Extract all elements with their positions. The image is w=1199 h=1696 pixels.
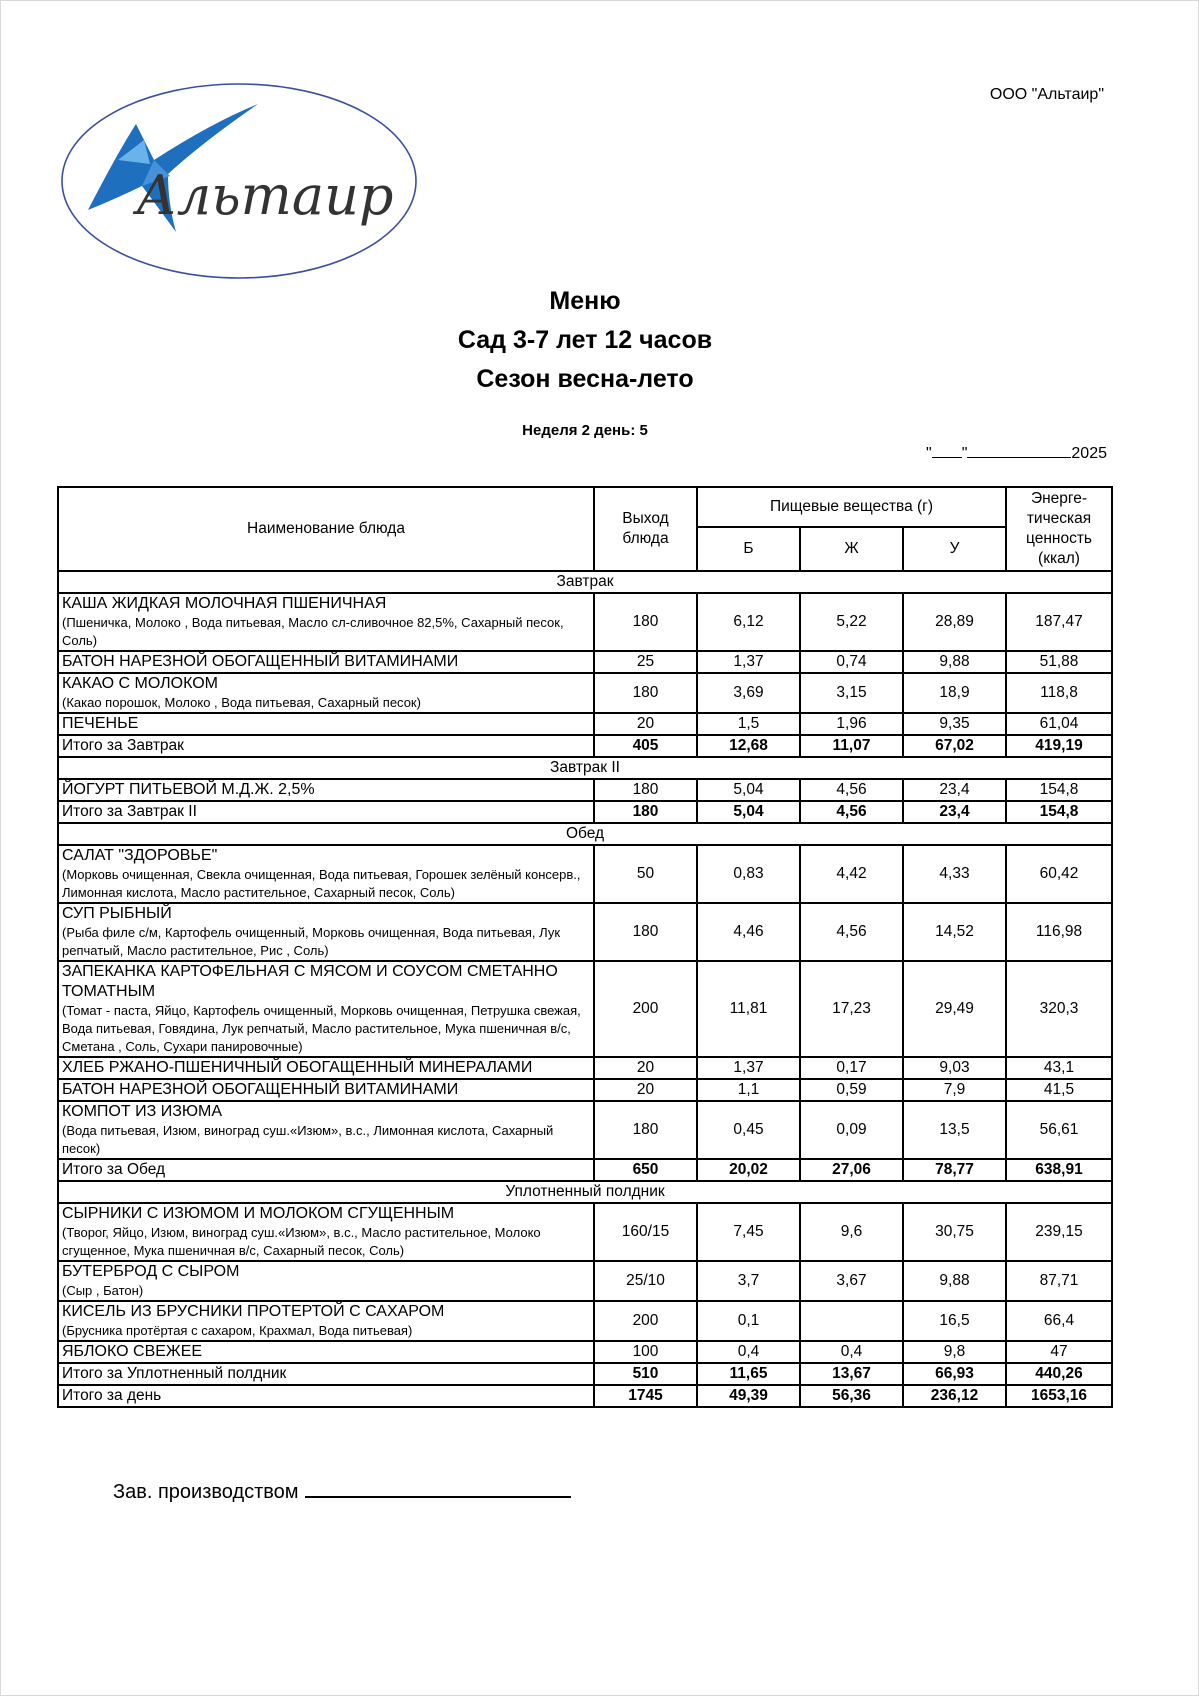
fat-cell: 4,56 [800,903,903,961]
section-header-row [58,757,1112,779]
fat-cell: 4,56 [800,801,903,823]
energy-cell: 60,42 [1006,845,1112,903]
fat-cell: 0,17 [800,1057,903,1079]
protein-cell: 20,02 [697,1159,800,1181]
dish-ingredients: (Томат - паста, Яйцо, Картофель очищенный, Морковь очищенная, Петрушка свежая, Вода питьевая, Говядина, Лук репчатый, Масло растительное, Мука пшеничная в/с, Сметана , Соль, Сухари панировочные) [62,1003,581,1054]
menu-table [57,486,1113,1408]
carbs-cell: 28,89 [903,593,1006,651]
protein-cell: 5,04 [697,779,800,801]
header-yield [594,487,697,571]
header-energy [1006,487,1112,571]
protein-cell: 11,81 [697,961,800,1057]
title-line-3: Сезон весна-лето [476,365,694,393]
yield-cell: 405 [594,735,697,757]
energy-cell: 43,1 [1006,1057,1112,1079]
energy-cell: 66,4 [1006,1301,1112,1341]
section-title: Обед [58,823,1112,845]
yield-cell: 20 [594,1079,697,1101]
header-yield-l2: блюда [622,530,669,547]
fat-cell: 0,59 [800,1079,903,1101]
company-logo [58,82,418,282]
dish-cell [58,961,594,1057]
dish-name: БАТОН НАРЕЗНОЙ ОБОГАЩЕННЫЙ ВИТАМИНАМИ [62,653,459,670]
header-energy-l4: (ккал) [1038,550,1080,567]
total-label: Итого за Завтрак [58,735,594,757]
carbs-cell: 9,88 [903,651,1006,673]
carbs-cell: 67,02 [903,735,1006,757]
signature-block [113,1478,571,1504]
carbs-cell: 66,93 [903,1363,1006,1385]
date-quote-close: " [961,445,968,462]
fat-cell: 17,23 [800,961,903,1057]
yield-cell: 200 [594,961,697,1057]
fat-cell: 4,42 [800,845,903,903]
dish-cell [58,1057,594,1079]
yield-cell: 180 [594,903,697,961]
carbs-cell: 9,8 [903,1341,1006,1363]
fat-cell: 11,07 [800,735,903,757]
yield-cell: 180 [594,779,697,801]
signature-line [305,1478,571,1498]
fat-cell: 0,4 [800,1341,903,1363]
fat-cell: 4,56 [800,779,903,801]
dish-row [58,779,1112,801]
fat-cell: 1,96 [800,713,903,735]
energy-cell: 419,19 [1006,735,1112,757]
dish-ingredients: (Морковь очищенная, Свекла очищенная, Вода питьевая, Горошек зелёный консерв., Лимонная кислота, Масло растительное, Сахарный песок, Соль) [62,867,581,900]
carbs-cell: 14,52 [903,903,1006,961]
section-header-row [58,571,1112,593]
energy-cell: 154,8 [1006,801,1112,823]
protein-cell: 11,65 [697,1363,800,1385]
dish-name: ЗАПЕКАНКА КАРТОФЕЛЬНАЯ С МЯСОМ И СОУСОМ СМЕТАННО ТОМАТНЫМ [62,963,558,1000]
carbs-cell: 78,77 [903,1159,1006,1181]
carbs-cell: 9,03 [903,1057,1006,1079]
section-total-row [58,735,1112,757]
dish-row [58,673,1112,713]
carbs-cell: 236,12 [903,1385,1006,1407]
carbs-cell: 18,9 [903,673,1006,713]
protein-cell: 0,45 [697,1101,800,1159]
dish-row [58,651,1112,673]
protein-cell: 3,7 [697,1261,800,1301]
protein-cell: 0,1 [697,1301,800,1341]
total-label: Итого за Завтрак II [58,801,594,823]
yield-cell: 20 [594,713,697,735]
section-header-row [58,823,1112,845]
dish-name: СЫРНИКИ С ИЗЮМОМ И МОЛОКОМ СГУЩЕННЫМ [62,1205,455,1222]
dish-row [58,1261,1112,1301]
protein-cell: 1,37 [697,651,800,673]
energy-cell: 187,47 [1006,593,1112,651]
section-total-row [58,1159,1112,1181]
dish-row [58,903,1112,961]
dish-cell [58,673,594,713]
yield-cell: 50 [594,845,697,903]
dish-row [58,961,1112,1057]
dish-name: СУП РЫБНЫЙ [62,905,172,922]
dish-ingredients: (Пшеничка, Молоко , Вода питьевая, Масло сл-сливочное 82,5%, Сахарный песок, Соль) [62,615,564,648]
carbs-cell: 9,88 [903,1261,1006,1301]
dish-name: САЛАТ "ЗДОРОВЬЕ" [62,847,218,864]
header-yield-l1: Выход [622,510,669,527]
dish-row [58,713,1112,735]
header-energy-l3: ценность [1026,530,1092,547]
yield-cell: 180 [594,1101,697,1159]
total-label: Итого за Уплотненный полдник [58,1363,594,1385]
dish-name: ПЕЧЕНЬЕ [62,715,139,732]
carbs-cell: 30,75 [903,1203,1006,1261]
energy-cell: 41,5 [1006,1079,1112,1101]
dish-name: ЙОГУРТ ПИТЬЕВОЙ М.Д.Ж. 2,5% [62,781,315,798]
carbs-cell: 7,9 [903,1079,1006,1101]
header-nutrients: Пищевые вещества (г) [697,487,1006,527]
dish-name: ЯБЛОКО СВЕЖЕЕ [62,1343,203,1360]
energy-cell: 47 [1006,1341,1112,1363]
dish-cell [58,1101,594,1159]
dish-cell [58,651,594,673]
energy-cell: 440,26 [1006,1363,1112,1385]
dish-name: БУТЕРБРОД С СЫРОМ [62,1263,240,1280]
day-total-label: Итого за день [58,1385,594,1407]
energy-cell: 1653,16 [1006,1385,1112,1407]
fat-cell: 9,6 [800,1203,903,1261]
dish-name: КОМПОТ ИЗ ИЗЮМА [62,1103,223,1120]
fat-cell: 5,22 [800,593,903,651]
fat-cell: 0,09 [800,1101,903,1159]
dish-cell [58,779,594,801]
logo-text: Альтаир [136,164,394,227]
header-dish-name: Наименование блюда [58,487,594,571]
energy-cell: 61,04 [1006,713,1112,735]
protein-cell: 1,37 [697,1057,800,1079]
fat-cell: 56,36 [800,1385,903,1407]
protein-cell: 12,68 [697,735,800,757]
dish-row [58,1203,1112,1261]
carbs-cell: 23,4 [903,801,1006,823]
dish-cell [58,845,594,903]
protein-cell: 49,39 [697,1385,800,1407]
protein-cell: 4,46 [697,903,800,961]
yield-cell: 510 [594,1363,697,1385]
header-fat: Ж [800,527,903,571]
dish-ingredients: (Вода питьевая, Изюм, виноград суш.«Изюм», в.с., Лимонная кислота, Сахарный песок) [62,1123,554,1156]
dish-name: КИСЕЛЬ ИЗ БРУСНИКИ ПРОТЕРТОЙ С САХАРОМ [62,1303,445,1320]
protein-cell: 1,1 [697,1079,800,1101]
fat-cell: 13,67 [800,1363,903,1385]
yield-cell: 180 [594,673,697,713]
dish-name: ХЛЕБ РЖАНО-ПШЕНИЧНЫЙ ОБОГАЩЕННЫЙ МИНЕРАЛАМИ [62,1059,533,1076]
section-title: Завтрак II [58,757,1112,779]
energy-cell: 239,15 [1006,1203,1112,1261]
energy-cell: 320,3 [1006,961,1112,1057]
dish-cell [58,1301,594,1341]
section-title: Уплотненный полдник [58,1181,1112,1203]
carbs-cell: 29,49 [903,961,1006,1057]
header-protein: Б [697,527,800,571]
protein-cell: 0,4 [697,1341,800,1363]
total-label: Итого за Обед [58,1159,594,1181]
week-day-label: Неделя 2 день: 5 [522,422,648,439]
carbs-cell: 16,5 [903,1301,1006,1341]
dish-ingredients: (Рыба филе с/м, Картофель очищенный, Морковь очищенная, Вода питьевая, Лук репчатый, Масло растительное, Рис , Соль) [62,925,561,958]
yield-cell: 180 [594,801,697,823]
protein-cell: 6,12 [697,593,800,651]
fat-cell: 27,06 [800,1159,903,1181]
date-line [926,443,1107,463]
protein-cell: 0,83 [697,845,800,903]
fat-cell: 3,67 [800,1261,903,1301]
dish-name: КАША ЖИДКАЯ МОЛОЧНАЯ ПШЕНИЧНАЯ [62,595,387,612]
yield-cell: 650 [594,1159,697,1181]
dish-ingredients: (Творог, Яйцо, Изюм, виноград суш.«Изюм», в.с., Масло растительное, Молоко сгущенное, Мука пшеничная в/с, Сахарный песок, Соль) [62,1225,541,1258]
yield-cell: 100 [594,1341,697,1363]
yield-cell: 25 [594,651,697,673]
dish-row [58,1079,1112,1101]
title-line-2: Сад 3-7 лет 12 часов [457,326,713,354]
day-total-row [58,1385,1112,1407]
energy-cell: 118,8 [1006,673,1112,713]
energy-cell: 56,61 [1006,1101,1112,1159]
dish-name: КАКАО С МОЛОКОМ [62,675,218,692]
dish-ingredients: (Брусника протёртая с сахаром, Крахмал, Вода питьевая) [62,1323,413,1338]
protein-cell: 7,45 [697,1203,800,1261]
dish-row [58,1341,1112,1363]
yield-cell: 180 [594,593,697,651]
yield-cell: 160/15 [594,1203,697,1261]
header-energy-l2: тическая [1026,510,1092,527]
dish-ingredients: (Сыр , Батон) [62,1283,144,1298]
header-energy-l1: Энерге- [1030,490,1088,507]
dish-cell [58,1079,594,1101]
section-total-row [58,1363,1112,1385]
carbs-cell: 13,5 [903,1101,1006,1159]
dish-name: БАТОН НАРЕЗНОЙ ОБОГАЩЕННЫЙ ВИТАМИНАМИ [62,1081,459,1098]
dish-row [58,593,1112,651]
protein-cell: 5,04 [697,801,800,823]
energy-cell: 154,8 [1006,779,1112,801]
carbs-cell: 9,35 [903,713,1006,735]
date-year: 2025 [1071,445,1107,462]
yield-cell: 200 [594,1301,697,1341]
energy-cell: 51,88 [1006,651,1112,673]
energy-cell: 638,91 [1006,1159,1112,1181]
header-carbs: У [903,527,1006,571]
section-total-row [58,801,1112,823]
fat-cell: 3,15 [800,673,903,713]
section-header-row [58,1181,1112,1203]
carbs-cell: 23,4 [903,779,1006,801]
dish-cell [58,713,594,735]
dish-cell [58,1341,594,1363]
section-title: Завтрак [58,571,1112,593]
dish-cell [58,593,594,651]
energy-cell: 87,71 [1006,1261,1112,1301]
dish-cell [58,1203,594,1261]
signature-label: Зав. производством [113,1481,299,1503]
date-quote-open: " [926,445,932,462]
dish-row [58,845,1112,903]
protein-cell: 3,69 [697,673,800,713]
fat-cell [800,1301,903,1341]
energy-cell: 116,98 [1006,903,1112,961]
yield-cell: 25/10 [594,1261,697,1301]
dish-row [58,1101,1112,1159]
date-day-blank [932,443,962,458]
company-name: ООО "Альтаир" [989,86,1104,103]
date-month-blank [967,443,1071,458]
menu-body [58,571,1112,1407]
title-line-1: Меню [549,287,621,315]
dish-cell [58,1261,594,1301]
protein-cell: 1,5 [697,713,800,735]
dish-row [58,1057,1112,1079]
yield-cell: 1745 [594,1385,697,1407]
fat-cell: 0,74 [800,651,903,673]
carbs-cell: 4,33 [903,845,1006,903]
dish-row [58,1301,1112,1341]
yield-cell: 20 [594,1057,697,1079]
dish-ingredients: (Какао порошок, Молоко , Вода питьевая, Сахарный песок) [62,695,421,710]
dish-cell [58,903,594,961]
